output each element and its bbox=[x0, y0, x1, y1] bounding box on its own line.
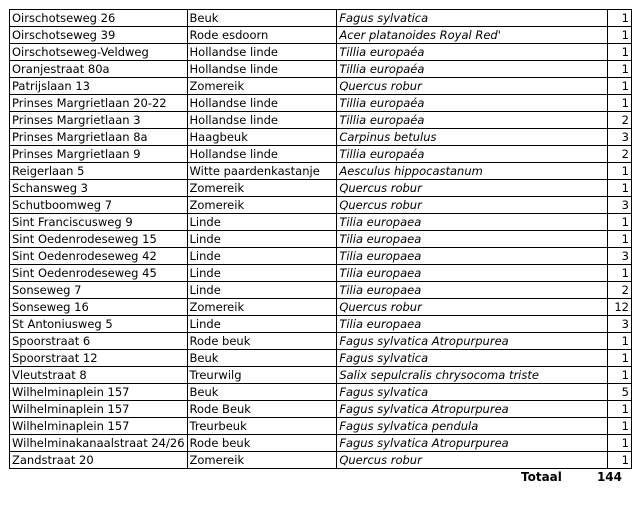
table-row bbox=[10, 248, 632, 265]
common-name-cell: Hollandse linde bbox=[187, 95, 337, 112]
count-cell: 3 bbox=[607, 316, 631, 333]
address-cell: Zandstraat 20 bbox=[10, 452, 188, 469]
count-cell: 1 bbox=[607, 180, 631, 197]
scientific-name-cell: Tillia europaéa bbox=[337, 61, 608, 78]
table-row bbox=[10, 435, 632, 452]
address-cell: Prinses Margrietlaan 20-22 bbox=[10, 95, 188, 112]
table-row bbox=[10, 367, 632, 384]
table-row bbox=[10, 163, 632, 180]
table-row bbox=[10, 95, 632, 112]
table-row bbox=[10, 61, 632, 78]
table-row bbox=[10, 231, 632, 248]
count-cell: 1 bbox=[607, 418, 631, 435]
common-name-cell: Zomereik bbox=[187, 78, 337, 95]
count-cell: 3 bbox=[607, 129, 631, 146]
scientific-name-cell: Salix sepulcralis chrysocoma triste bbox=[337, 367, 608, 384]
scientific-name-cell: Tillia europaéa bbox=[337, 44, 608, 61]
scientific-name-cell: Fagus sylvatica pendula bbox=[337, 418, 608, 435]
common-name-cell: Rode Beuk bbox=[187, 401, 337, 418]
table-row bbox=[10, 129, 632, 146]
common-name-cell: Linde bbox=[187, 248, 337, 265]
address-cell: Sint Oedenrodeseweg 45 bbox=[10, 265, 188, 282]
address-cell: Prinses Margrietlaan 3 bbox=[10, 112, 188, 129]
address-cell: Reigerlaan 5 bbox=[10, 163, 188, 180]
scientific-name-cell: Quercus robur bbox=[337, 180, 608, 197]
count-cell: 1 bbox=[607, 27, 631, 44]
address-cell: Oirschotseweg-Veldweg bbox=[10, 44, 188, 61]
scientific-name-cell: Quercus robur bbox=[337, 299, 608, 316]
scientific-name-cell: Tillia europaéa bbox=[337, 146, 608, 163]
scientific-name-cell: Aesculus hippocastanum bbox=[337, 163, 608, 180]
common-name-cell: Linde bbox=[187, 231, 337, 248]
common-name-cell: Hollandse linde bbox=[187, 44, 337, 61]
count-cell: 2 bbox=[607, 112, 631, 129]
table-row bbox=[10, 333, 632, 350]
address-cell: Schansweg 3 bbox=[10, 180, 188, 197]
scientific-name-cell: Tilia europaea bbox=[337, 265, 608, 282]
count-cell: 3 bbox=[607, 248, 631, 265]
address-cell: Patrijslaan 13 bbox=[10, 78, 188, 95]
address-cell: Sint Oedenrodeseweg 15 bbox=[10, 231, 188, 248]
scientific-name-cell: Fagus sylvatica bbox=[337, 10, 608, 27]
common-name-cell: Beuk bbox=[187, 384, 337, 401]
address-cell: Wilhelminaplein 157 bbox=[10, 401, 188, 418]
count-cell: 3 bbox=[607, 197, 631, 214]
count-cell: 1 bbox=[607, 61, 631, 78]
count-cell: 1 bbox=[607, 10, 631, 27]
count-cell: 1 bbox=[607, 265, 631, 282]
scientific-name-cell: Carpinus betulus bbox=[337, 129, 608, 146]
scientific-name-cell: Tilia europaea bbox=[337, 316, 608, 333]
address-cell: Oirschotseweg 26 bbox=[10, 10, 188, 27]
total-label: Totaal bbox=[521, 470, 562, 484]
scientific-name-cell: Fagus sylvatica bbox=[337, 384, 608, 401]
table-row bbox=[10, 452, 632, 469]
address-cell: Oranjestraat 80a bbox=[10, 61, 188, 78]
count-cell: 1 bbox=[607, 333, 631, 350]
table-row bbox=[10, 299, 632, 316]
address-cell: Wilhelminaplein 157 bbox=[10, 384, 188, 401]
common-name-cell: Linde bbox=[187, 282, 337, 299]
count-cell: 1 bbox=[607, 367, 631, 384]
common-name-cell: Linde bbox=[187, 265, 337, 282]
scientific-name-cell: Fagus sylvatica bbox=[337, 350, 608, 367]
table-row bbox=[10, 401, 632, 418]
common-name-cell: Rode beuk bbox=[187, 435, 337, 452]
scientific-name-cell: Tilia europaea bbox=[337, 231, 608, 248]
scientific-name-cell: Fagus sylvatica Atropurpurea bbox=[337, 435, 608, 452]
table-row bbox=[10, 418, 632, 435]
common-name-cell: Hollandse linde bbox=[187, 112, 337, 129]
count-cell: 1 bbox=[607, 163, 631, 180]
common-name-cell: Treurwilg bbox=[187, 367, 337, 384]
address-cell: Spoorstraat 12 bbox=[10, 350, 188, 367]
count-cell: 5 bbox=[607, 384, 631, 401]
table-row bbox=[10, 112, 632, 129]
table-row bbox=[10, 180, 632, 197]
count-cell: 1 bbox=[607, 231, 631, 248]
tree-table-body bbox=[10, 10, 632, 469]
address-cell: Schutboomweg 7 bbox=[10, 197, 188, 214]
table-row bbox=[10, 350, 632, 367]
common-name-cell: Linde bbox=[187, 316, 337, 333]
common-name-cell: Zomereik bbox=[187, 299, 337, 316]
common-name-cell: Zomereik bbox=[187, 180, 337, 197]
scientific-name-cell: Tilia europaea bbox=[337, 214, 608, 231]
common-name-cell: Rode esdoorn bbox=[187, 27, 337, 44]
count-cell: 1 bbox=[607, 44, 631, 61]
total-value: 144 bbox=[596, 470, 622, 484]
scientific-name-cell: Quercus robur bbox=[337, 78, 608, 95]
scientific-name-cell: Fagus sylvatica Atropurpurea bbox=[337, 333, 608, 350]
table-row bbox=[10, 78, 632, 95]
address-cell: Oirschotseweg 39 bbox=[10, 27, 188, 44]
address-cell: St Antoniusweg 5 bbox=[10, 316, 188, 333]
common-name-cell: Witte paardenkastanje bbox=[187, 163, 337, 180]
table-row bbox=[10, 282, 632, 299]
common-name-cell: Haagbeuk bbox=[187, 129, 337, 146]
scientific-name-cell: Acer platanoides Royal Red' bbox=[337, 27, 608, 44]
common-name-cell: Zomereik bbox=[187, 197, 337, 214]
scientific-name-cell: Quercus robur bbox=[337, 197, 608, 214]
count-cell: 1 bbox=[607, 435, 631, 452]
scientific-name-cell: Tilia europaea bbox=[337, 282, 608, 299]
scientific-name-cell: Tillia europaéa bbox=[337, 95, 608, 112]
common-name-cell: Treurbeuk bbox=[187, 418, 337, 435]
address-cell: Wilhelminakanaalstraat 24/26 bbox=[10, 435, 188, 452]
count-cell: 1 bbox=[607, 214, 631, 231]
common-name-cell: Hollandse linde bbox=[187, 61, 337, 78]
table-row bbox=[10, 44, 632, 61]
table-row bbox=[10, 265, 632, 282]
table-row bbox=[10, 214, 632, 231]
address-cell: Spoorstraat 6 bbox=[10, 333, 188, 350]
count-cell: 2 bbox=[607, 146, 631, 163]
count-cell: 1 bbox=[607, 95, 631, 112]
address-cell: Vleutstraat 8 bbox=[10, 367, 188, 384]
scientific-name-cell: Tillia europaéa bbox=[337, 112, 608, 129]
scientific-name-cell: Quercus robur bbox=[337, 452, 608, 469]
tree-table bbox=[9, 9, 632, 469]
count-cell: 2 bbox=[607, 282, 631, 299]
common-name-cell: Rode beuk bbox=[187, 333, 337, 350]
count-cell: 1 bbox=[607, 401, 631, 418]
table-row bbox=[10, 27, 632, 44]
address-cell: Wilhelminaplein 157 bbox=[10, 418, 188, 435]
table-row bbox=[10, 10, 632, 27]
common-name-cell: Hollandse linde bbox=[187, 146, 337, 163]
table-row bbox=[10, 197, 632, 214]
common-name-cell: Zomereik bbox=[187, 452, 337, 469]
scientific-name-cell: Fagus sylvatica Atropurpurea bbox=[337, 401, 608, 418]
common-name-cell: Beuk bbox=[187, 350, 337, 367]
table-row bbox=[10, 384, 632, 401]
table-row bbox=[10, 146, 632, 163]
address-cell: Prinses Margrietlaan 8a bbox=[10, 129, 188, 146]
count-cell: 1 bbox=[607, 78, 631, 95]
count-cell: 1 bbox=[607, 452, 631, 469]
table-row bbox=[10, 316, 632, 333]
count-cell: 1 bbox=[607, 350, 631, 367]
address-cell: Sint Franciscusweg 9 bbox=[10, 214, 188, 231]
scientific-name-cell: Tilia europaea bbox=[337, 248, 608, 265]
common-name-cell: Beuk bbox=[187, 10, 337, 27]
address-cell: Sonseweg 16 bbox=[10, 299, 188, 316]
common-name-cell: Linde bbox=[187, 214, 337, 231]
total-row bbox=[0, 470, 632, 486]
address-cell: Sonseweg 7 bbox=[10, 282, 188, 299]
address-cell: Prinses Margrietlaan 9 bbox=[10, 146, 188, 163]
address-cell: Sint Oedenrodeseweg 42 bbox=[10, 248, 188, 265]
count-cell: 12 bbox=[607, 299, 631, 316]
